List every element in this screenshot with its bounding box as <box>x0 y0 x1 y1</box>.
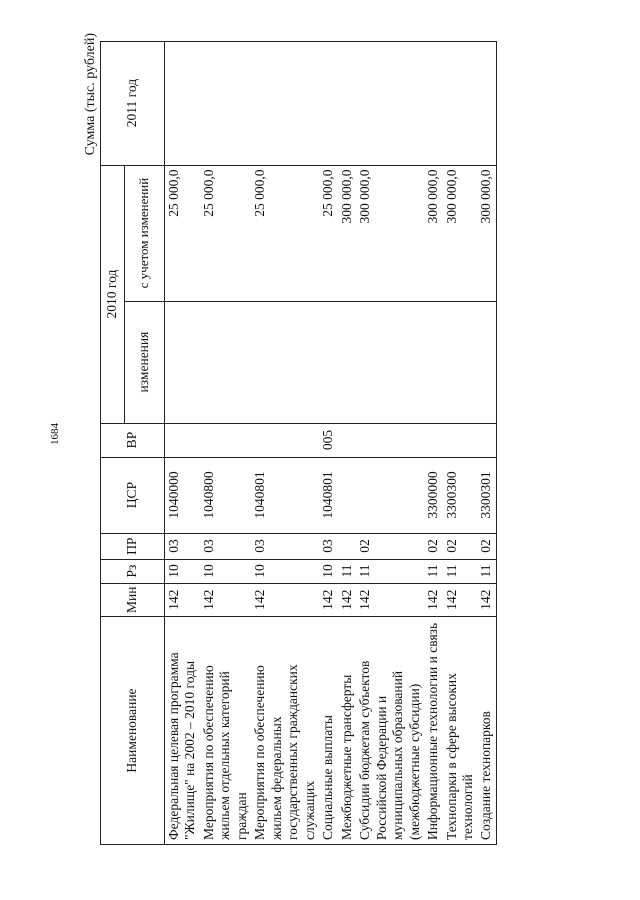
table-row <box>251 41 319 844</box>
header-changes: изменения <box>125 301 165 423</box>
row-min: 142 <box>319 583 337 616</box>
header-with-changes: с учетом изменений <box>125 165 165 301</box>
row-name: Социальные выплаты <box>319 617 337 845</box>
row-min: 142 <box>251 583 319 616</box>
row-changes <box>319 301 337 423</box>
row-csr: 1040800 <box>200 457 251 533</box>
row-vr <box>165 423 200 457</box>
header-vr: ВР <box>101 423 165 457</box>
row-vr <box>338 423 356 457</box>
row-csr <box>356 457 424 533</box>
row-csr: 1040801 <box>319 457 337 533</box>
row-2011 <box>338 41 356 165</box>
row-changes <box>200 301 251 423</box>
table-row <box>319 41 337 844</box>
row-2011 <box>319 41 337 165</box>
row-vr <box>477 423 496 457</box>
row-min: 142 <box>200 583 251 616</box>
row-min: 142 <box>165 583 200 616</box>
row-csr <box>338 457 356 533</box>
row-with-changes: 300 000,0 <box>443 165 478 301</box>
row-rz: 10 <box>251 559 319 583</box>
row-2011 <box>200 41 251 165</box>
header-min: Мин <box>101 583 165 616</box>
table-row <box>165 41 200 844</box>
row-pr: 03 <box>165 533 200 559</box>
row-pr: 02 <box>356 533 424 559</box>
row-rz: 11 <box>338 559 356 583</box>
row-csr: 1040000 <box>165 457 200 533</box>
table-header <box>101 41 165 844</box>
table-row <box>338 41 356 844</box>
row-2011 <box>443 41 478 165</box>
row-rz: 10 <box>200 559 251 583</box>
rotated-page <box>49 33 515 845</box>
row-changes <box>338 301 356 423</box>
table-row <box>200 41 251 844</box>
row-pr: 02 <box>477 533 496 559</box>
row-2011 <box>424 41 442 165</box>
row-changes <box>251 301 319 423</box>
row-min: 142 <box>356 583 424 616</box>
row-with-changes: 25 000,0 <box>251 165 319 301</box>
header-name: Наименование <box>101 617 165 845</box>
row-2011 <box>165 41 200 165</box>
row-rz: 11 <box>443 559 478 583</box>
row-2011 <box>477 41 496 165</box>
table-row <box>477 41 496 844</box>
row-with-changes: 25 000,0 <box>319 165 337 301</box>
table-row <box>424 41 442 844</box>
header-csr: ЦСР <box>101 457 165 533</box>
units-note: Сумма (тыс. рублей) <box>83 33 98 156</box>
row-name: Субсидии бюджетам субъектов Российской Федерации и муниципальных образований (межбюджетные субсидии) <box>356 617 424 845</box>
row-with-changes: 300 000,0 <box>338 165 356 301</box>
row-vr <box>424 423 442 457</box>
row-changes <box>165 301 200 423</box>
row-name: Мероприятия по обеспечению жильем федеральных государственных гражданских служащих <box>251 617 319 845</box>
row-with-changes: 300 000,0 <box>424 165 442 301</box>
row-vr <box>251 423 319 457</box>
row-pr <box>338 533 356 559</box>
page-number: 1684 <box>49 423 61 445</box>
header-pr: ПР <box>101 533 165 559</box>
row-2011 <box>356 41 424 165</box>
row-pr: 03 <box>251 533 319 559</box>
row-pr: 03 <box>319 533 337 559</box>
row-name: Технопарки в сфере высоких технологий <box>443 617 478 845</box>
row-vr <box>200 423 251 457</box>
row-2011 <box>251 41 319 165</box>
row-pr: 03 <box>200 533 251 559</box>
row-changes <box>356 301 424 423</box>
row-rz: 10 <box>319 559 337 583</box>
table-row <box>443 41 478 844</box>
table-body <box>165 41 497 844</box>
row-pr: 02 <box>424 533 442 559</box>
table-row <box>356 41 424 844</box>
row-vr <box>356 423 424 457</box>
row-rz: 11 <box>356 559 424 583</box>
row-with-changes: 300 000,0 <box>477 165 496 301</box>
row-csr: 3300301 <box>477 457 496 533</box>
row-min: 142 <box>338 583 356 616</box>
row-vr: 005 <box>319 423 337 457</box>
row-with-changes: 25 000,0 <box>200 165 251 301</box>
row-changes <box>424 301 442 423</box>
row-min: 142 <box>443 583 478 616</box>
row-name: Информационные технологии и связь <box>424 617 442 845</box>
header-year-2010: 2010 год <box>101 165 125 423</box>
row-pr: 02 <box>443 533 478 559</box>
header-year-2011: 2011 год <box>101 41 165 165</box>
row-rz: 11 <box>477 559 496 583</box>
row-name: Создание технопарков <box>477 617 496 845</box>
header-rz: Рз <box>101 559 165 583</box>
row-vr <box>443 423 478 457</box>
row-changes <box>477 301 496 423</box>
row-csr: 1040801 <box>251 457 319 533</box>
row-rz: 11 <box>424 559 442 583</box>
row-csr: 3300000 <box>424 457 442 533</box>
row-rz: 10 <box>165 559 200 583</box>
row-changes <box>443 301 478 423</box>
row-name: Межбюджетные трансферты <box>338 617 356 845</box>
row-with-changes: 300 000,0 <box>356 165 424 301</box>
row-name: Федеральная целевая программа "Жилище" на 2002 – 2010 годы <box>165 617 200 845</box>
row-name: Мероприятия по обеспечению жильем отдельных категорий граждан <box>200 617 251 845</box>
row-min: 142 <box>477 583 496 616</box>
budget-table <box>100 41 497 845</box>
row-min: 142 <box>424 583 442 616</box>
row-with-changes: 25 000,0 <box>165 165 200 301</box>
row-csr: 3300300 <box>443 457 478 533</box>
